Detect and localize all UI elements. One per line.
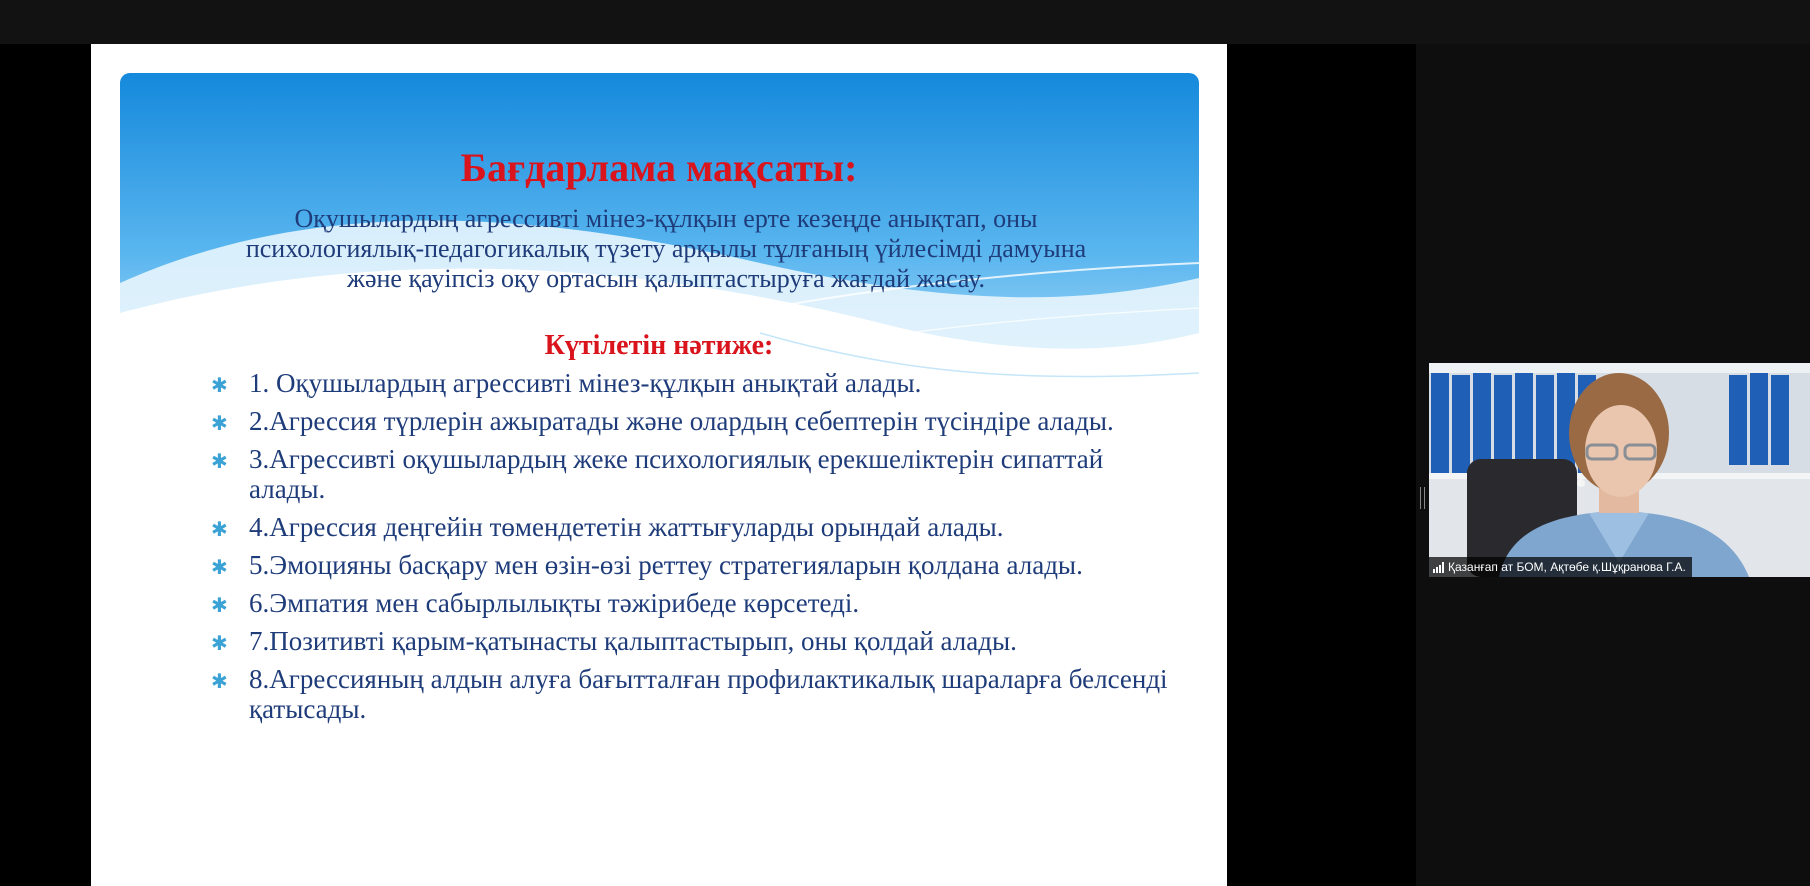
- list-item: [211, 444, 1171, 504]
- list-item: [211, 512, 1171, 542]
- participant-name: Қазанғап ат БОМ, Ақтөбе қ.Шұқранова Г.А.: [1448, 560, 1686, 574]
- presentation-slide: [91, 44, 1227, 886]
- asterisk-bullet-icon: ✱: [211, 449, 228, 473]
- list-item: [211, 588, 1171, 618]
- slide-title: Бағдарлама мақсаты:: [460, 145, 858, 190]
- asterisk-bullet-icon: ✱: [211, 373, 228, 397]
- program-goal-text: Оқушылардың агрессивті мінез-құлқын ерте кезеңде анықтап, оны психологиялық-педагогикалық түзету арқылы тұлғаның үйлесімді дамуына және қауіпсіз оқу ортасын қалыптастыруға жағдай жасау.: [245, 204, 1087, 293]
- list-item: [211, 550, 1171, 580]
- list-item-text: 1. Оқушылардың агрессивті мінез-құлқын анықтай алады.: [249, 368, 922, 398]
- asterisk-bullet-icon: ✱: [211, 631, 228, 655]
- list-item-text: 6.Эмпатия мен сабырлылықты тәжірибеде көрсетеді.: [249, 588, 860, 618]
- participant-video-frame: [1429, 363, 1810, 577]
- list-item: [211, 368, 1171, 398]
- list-item-text: 3.Агрессивті оқушылардың жеке психологиялық ерекшеліктерін сипаттай алады.: [249, 444, 1104, 504]
- meeting-top-bar: [0, 0, 1810, 44]
- asterisk-bullet-icon: ✱: [211, 555, 228, 579]
- list-item: [211, 406, 1171, 436]
- list-item-text: 8.Агрессияның алдын алуға бағытталған профилактикалық шараларға белсенді қатысады.: [249, 664, 1168, 724]
- list-item-text: 5.Эмоцияны басқару мен өзін-өзі реттеу стратегияларын қолдана алады.: [249, 550, 1083, 580]
- panel-resize-handle[interactable]: [1420, 487, 1425, 509]
- list-item: [211, 664, 1171, 724]
- participant-video-tile[interactable]: [1429, 363, 1810, 577]
- participant-name-tag: [1429, 557, 1692, 577]
- asterisk-bullet-icon: ✱: [211, 669, 228, 693]
- list-item-text: 4.Агрессия деңгейін төмендететін жаттығуларды орындай алады.: [249, 512, 1004, 542]
- expected-results-list: [211, 368, 1171, 732]
- asterisk-bullet-icon: ✱: [211, 517, 228, 541]
- expected-results-title: Күтілетін нәтиже:: [544, 330, 774, 361]
- list-item-text: 7.Позитивті қарым-қатынасты қалыптастырып, оны қолдай алады.: [249, 626, 1017, 656]
- list-item: [211, 626, 1171, 656]
- list-item-text: 2.Агрессия түрлерін ажыратады және олардың себептерін түсіндіре алады.: [249, 406, 1114, 436]
- asterisk-bullet-icon: ✱: [211, 593, 228, 617]
- signal-strength-icon: [1433, 562, 1444, 573]
- asterisk-bullet-icon: ✱: [211, 411, 228, 435]
